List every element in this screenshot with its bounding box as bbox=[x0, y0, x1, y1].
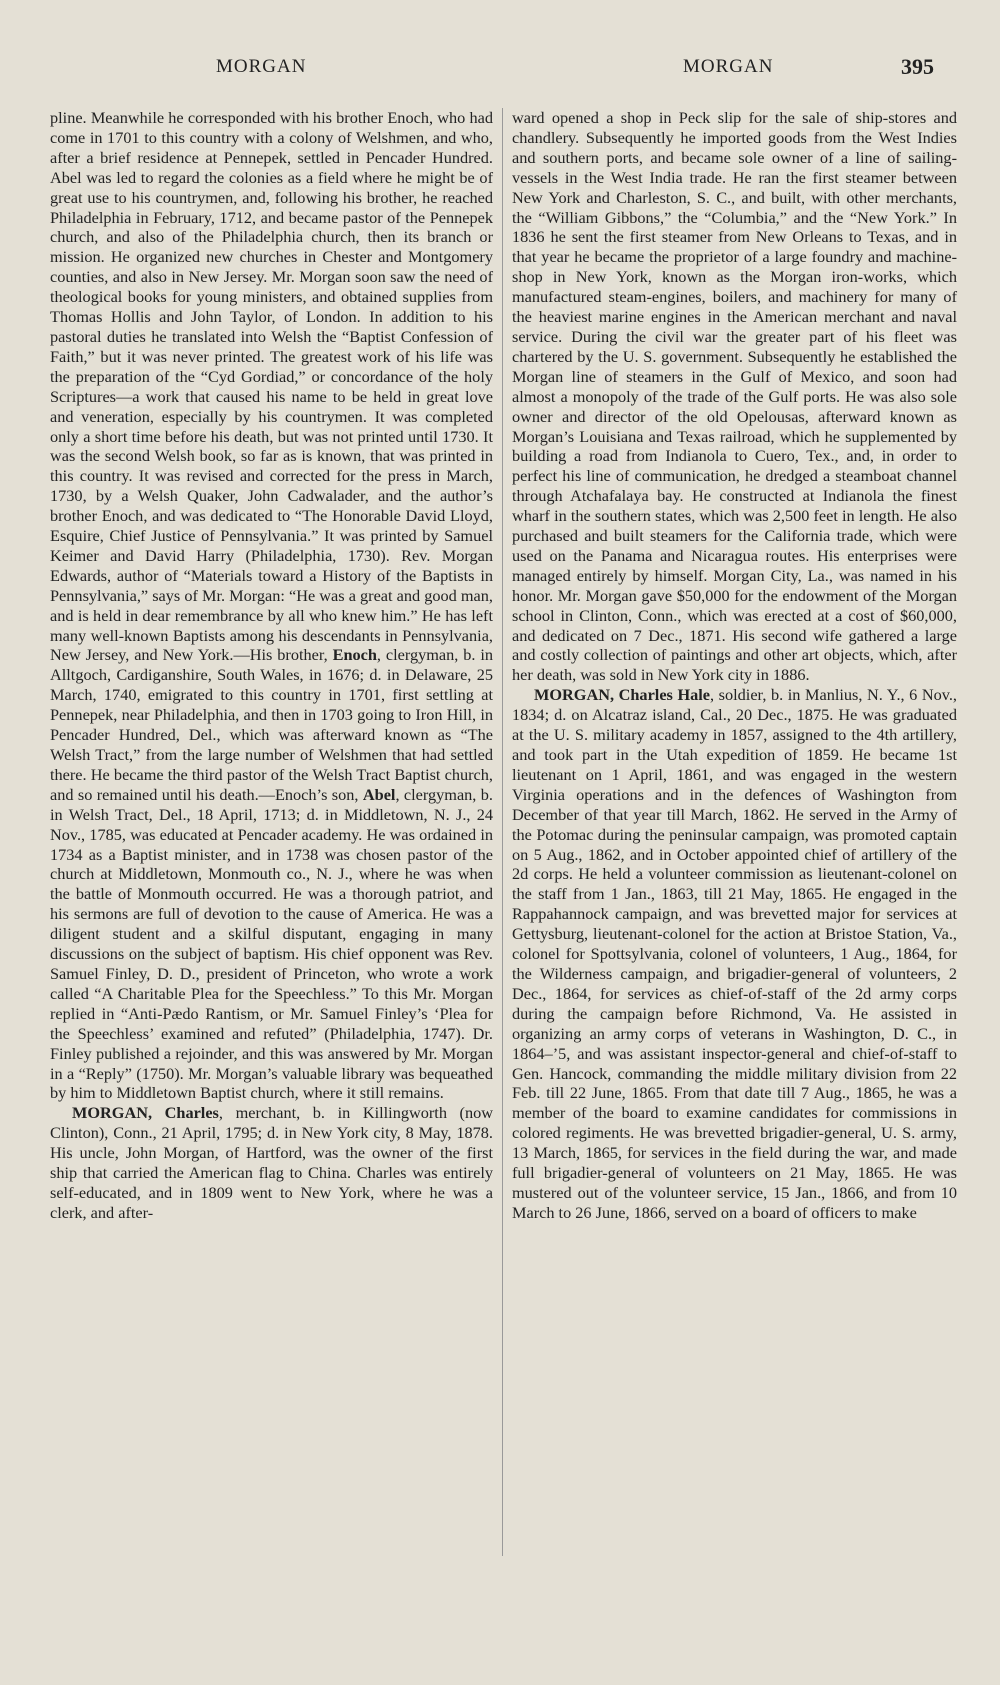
entry-text: , merchant, b. in Killingworth (now Clinton), Conn., 21 April, 1795; d. in New York city, 8 May, 1878. His uncle, John Morgan, of Hartford, was the owner of the first ship that carried the American flag to China. Charles was entirely self-educated, and in 1809 went to New York, where he was a clerk, and after- bbox=[50, 1103, 494, 1222]
charles-morgan-continuation: ward opened a shop in Peck slip for the sale of ship-stores and chandlery. Subsequently he imported goods from the West Indies and southern ports, and became sole owner of a line of sailing-vessels in the West India trade. He ran the first steamer between New York and Charleston, S. C., and built, with other merchants, the “William Gibbons,” the “Columbia,” and the “New York.” In 1836 he sent the first steamer from New Orleans to Texas, and in that year he became the proprietor of a large foundry and machine-shop in New York, known as the Morgan iron-works, which manufactured steam-engines, boilers, and machinery for many of the heaviest marine engines in the American merchant and naval service. During the civil war the greater part of his fleet was chartered by the U. S. government. Subsequently he established the Morgan line of steamers in the Gulf of Mexico, and soon had almost a monopoly of the trade of the Gulf ports. He was also sole owner and director of the old Opelousas, afterward known as Morgan’s Louisiana and Texas railroad, which he supplemented by building a road from Indianola to Cuero, Tex., and, in order to perfect his line of communication, he dredged a steamboat channel through Atchafalaya bay. He constructed at Indianola the finest wharf in the southern states, which was 2,500 feet in length. He also purchased and built steamers for the California trade, which were used on the Panama and Nicaragua routes. His enterprises were managed entirely by himself. Morgan City, La., was named in his honor. Mr. Morgan gave $50,000 for the endowment of the Morgan school in Clinton, Conn., which was erected at a cost of $60,000, and dedicated on 7 Dec., 1871. His second wife gathered a large and costly collection of paintings and other art objects, which, after her death, was sold in New York city in 1886. bbox=[512, 108, 957, 685]
right-column bbox=[512, 108, 957, 1223]
body-text: , clergyman, b. in Alltgoch, Cardiganshire, South Wales, in 1676; d. in Delaware, 25 March, 1740, emigrated to this country in 1701, first settling at Pennepek, near Philadelphia, and then in 1703 going to Iron Hill, in Pencader Hundred, Del., which was afterward known as “The Welsh Tract,” from the large number of Welshmen that had settled there. He became the third pastor of the Welsh Tract Baptist church, and so remained until his death.—Enoch’s son, bbox=[50, 645, 493, 804]
entry-text: , soldier, b. in Manlius, N. Y., 6 Nov., 1834; d. on Alcatraz island, Cal., 20 Dec., 1875. He was graduated at the U. S. military academy in 1857, assigned to the 4th artillery, and took part in the Utah expedition of 1859. He became 1st lieutenant on 1 April, 1861, and was engaged in the western Virginia operations and in the defences of Washington from December of that year till March, 1862. He served in the Army of the Potomac during the peninsular campaign, was promoted captain on 5 Aug., 1862, and in October appointed chief of artillery of the 2d corps. He held a volunteer commission as lieutenant-colonel on the staff from 1 Jan., 1863, till 21 May, 1865. He engaged in the Rappahannock campaign, and was brevetted major for services at Gettysburg, lieutenant-colonel for the action at Bristoe Station, Va., colonel for Spottsylvania, colonel of volunteers, 1 Aug., 1864, for the Wilderness campaign, and brigadier-general of volunteers, 2 Dec., 1864, for services as chief-of-staff of the 2d army corps during the campaign before Richmond, Va. He assisted in organizing an army corps of veterans in Washington, D. C., in 1864–’5, and was assistant inspector-general and chief-of-staff to Gen. Hancock, commanding the middle military division from 22 Feb. till 22 June, 1865. From that date till 7 Aug., 1865, he was a member of the board to examine candidates for commissions in colored regiments. He was brevetted brigadier-general, U. S. army, 13 March, 1865, for services in the field during the war, and made full brigadier-general of volunteers on 21 May, 1865. He was mustered out of the volunteer service, 15 Jan., 1866, and from 10 March to 26 June, 1866, served on a board of officers to make bbox=[512, 685, 958, 1222]
page-number: 395 bbox=[901, 54, 934, 79]
column-divider bbox=[502, 108, 503, 1556]
abel-name: Abel bbox=[362, 784, 396, 804]
entry-charles-hale-morgan bbox=[512, 685, 957, 1222]
running-head-left: MORGAN bbox=[216, 56, 307, 77]
entry-headword: MORGAN, Charles Hale bbox=[534, 685, 711, 705]
entry-charles-morgan bbox=[50, 1103, 493, 1222]
body-text: pline. Meanwhile he corresponded with his brother Enoch, who had come in 1701 to this country with a colony of Welshmen, and who, after a brief residence at Pennepek, settled in Pencader Hundred. Abel was led to regard the colonies as a field where he might be of great use to his countrymen, and, following his brother, he reached Philadelphia in February, 1712, and became pastor of the Pennepek church, and also of the Philadelphia church, then its branch or mission. He organized new churches in Chester and Montgomery counties, and also in New Jersey. Mr. Morgan soon saw the need of theological books for young ministers, and obtained supplies from Thomas Hollis and John Taylor, of London. In addition to his pastoral duties he translated into Welsh the “Baptist Confession of Faith,” but it was never printed. The greatest work of his life was the preparation of the “Cyd Gordiad,” or concordance of the holy Scriptures—a work that caused his name to be held in great love and veneration, especially by his countrymen. It was completed only a short time before his death, but was not printed until 1730. It was the second Welsh book, so far as is known, that was printed in this country. It was revised and corrected for the press in March, 1730, by a Welsh Quaker, John Cadwalader, and the author’s brother Enoch, and was dedicated to “The Honorable David Lloyd, Esquire, Chief Justice of Pennsylvania.” It was printed by Samuel Keimer and David Harry (Philadelphia, 1730). Rev. Morgan Edwards, author of “Materials toward a History of the Baptists in Pennsylvania,” says of Mr. Morgan: “He was a great and good man, and is held in dear remembrance by all who knew him.” He has left many well-known Baptists among his descendants in Pennsylvania, New Jersey, and New York.—His brother, bbox=[50, 108, 493, 665]
abel-morgan-continuation bbox=[50, 108, 493, 1103]
body-text: , clergyman, b. in Welsh Tract, Del., 18 April, 1713; d. in Middletown, N. J., 24 Nov., 1785, was educated at Pencader academy. He was ordained in 1734 as a Baptist minister, and in 1738 was chosen pastor of the church at Middletown, Monmouth co., N. J., where he was when the battle of Monmouth occurred. He was a thorough patriot, and his sermons are full of devotion to the cause of America. He was a diligent student and a skilful disputant, engaging in many discussions on the subject of baptism. His chief opponent was Rev. Samuel Finley, D. D., president of Princeton, who wrote a work called “A Charitable Plea for the Speechless.” To this Mr. Morgan replied in “Anti-Pædo Rantism, or Mr. Samuel Finley’s ‘Plea for the Speechless’ examined and refuted” (Philadelphia, 1747). Dr. Finley published a rejoinder, and this was answered by Mr. Morgan in a “Reply” (1750). Mr. Morgan’s valuable library was bequeathed by him to Middletown Baptist church, where it still remains. bbox=[50, 784, 493, 1103]
left-column bbox=[50, 108, 493, 1223]
entry-headword: MORGAN, Charles bbox=[72, 1103, 219, 1123]
enoch-name: Enoch bbox=[332, 645, 377, 665]
running-head-right: MORGAN bbox=[683, 56, 774, 77]
